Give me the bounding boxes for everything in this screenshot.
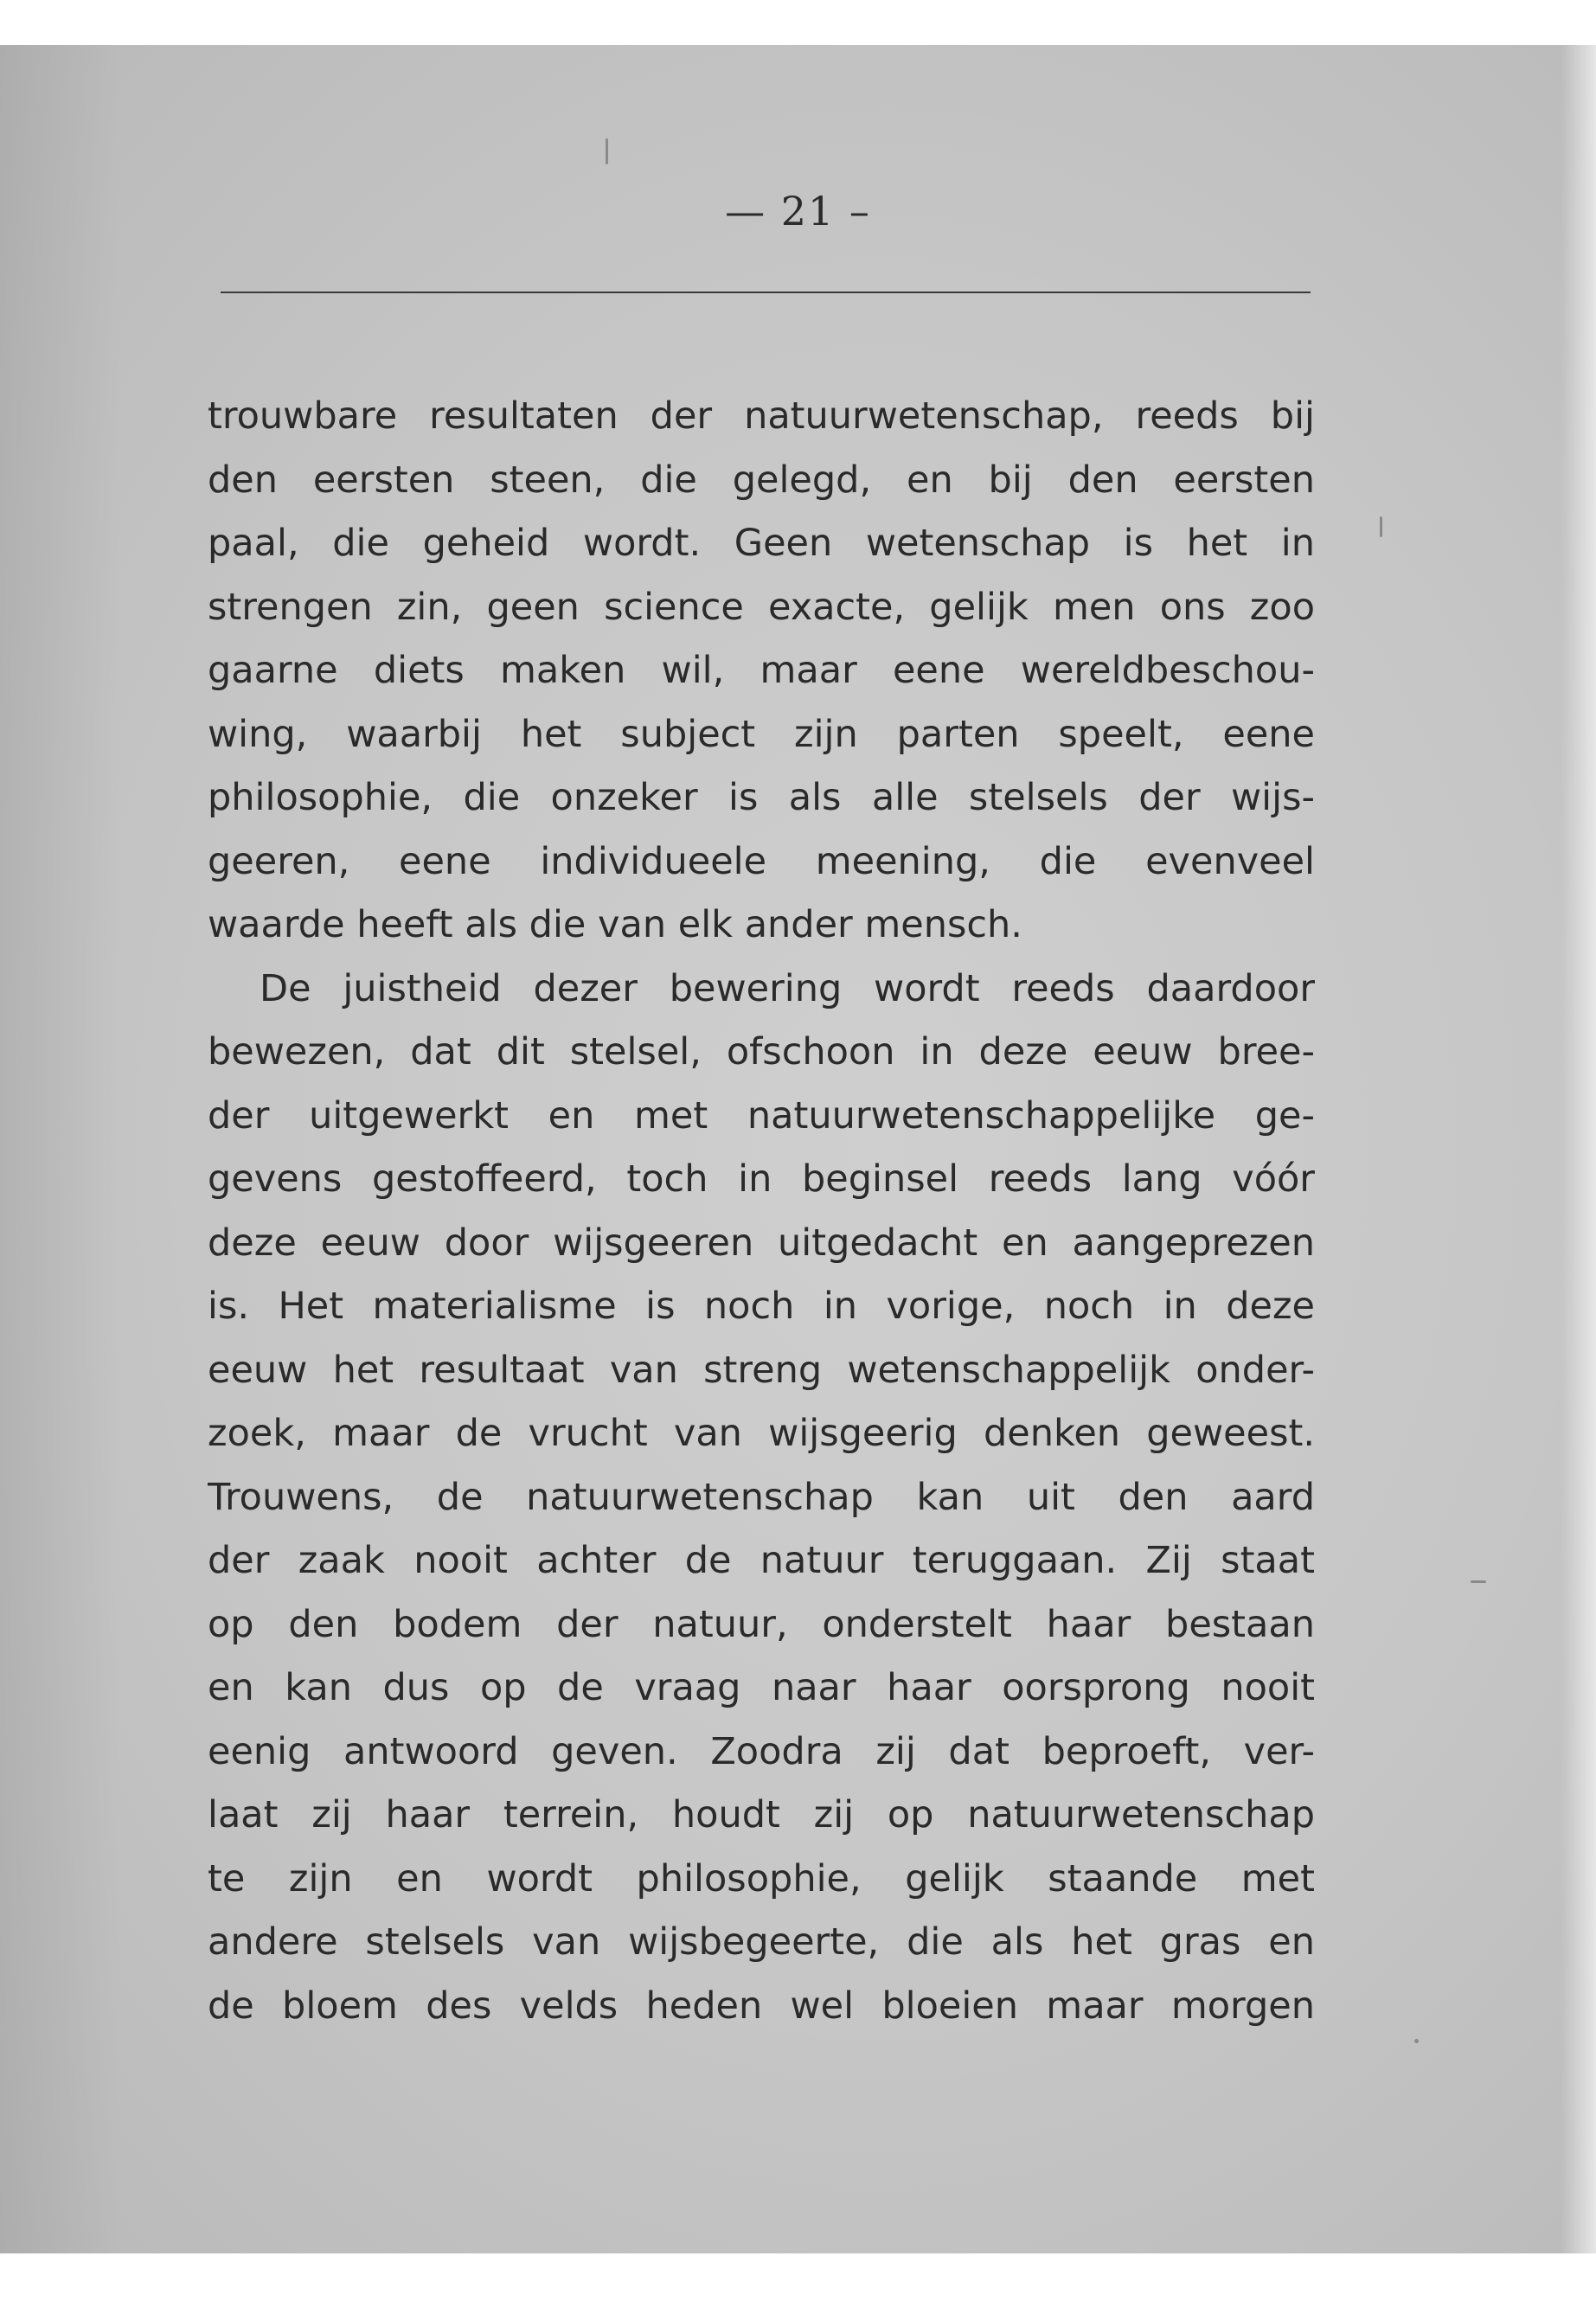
text-line: paal, die geheid wordt. Geen wetenschap is het in	[208, 522, 1315, 565]
paper-speck	[1380, 516, 1382, 537]
text-line: op den bodem der natuur, onderstelt haar bestaan	[208, 1602, 1315, 1646]
text-line: geeren, eene individueele meening, die evenveel	[208, 839, 1315, 883]
page-edge-highlight	[1561, 45, 1596, 2253]
page-edge-shadow	[0, 45, 121, 2253]
paper-speck	[1471, 1580, 1486, 1583]
text-line: gaarne diets maken wil, maar eene wereldbeschou-	[208, 649, 1315, 692]
text-line: strengen zin, geen science exacte, gelijk men ons zoo	[208, 585, 1315, 629]
text-line: wing, waarbij het subject zijn parten speelt, eene	[208, 712, 1315, 756]
paper-speck	[1414, 2039, 1419, 2043]
header-rule	[221, 292, 1311, 293]
text-line: laat zij haar terrein, houdt zij op natuurwetenschap	[208, 1793, 1315, 1836]
text-line: andere stelsels van wijsbegeerte, die als het gras en	[208, 1920, 1315, 1964]
text-line: te zijn en wordt philosophie, gelijk staande met	[208, 1856, 1315, 1900]
scanned-page	[0, 45, 1596, 2253]
text-line: zoek, maar de vrucht van wijsgeerig denken geweest.	[208, 1412, 1315, 1455]
text-line: philosophie, die onzeker is als alle stelsels der wijs-	[208, 776, 1315, 819]
text-line: der zaak nooit achter de natuur teruggaan. Zij staat	[208, 1539, 1315, 1582]
text-line: en kan dus op de vraag naar haar oorsprong nooit	[208, 1666, 1315, 1709]
text-line: trouwbare resultaten der natuurwetenschap, reeds bij	[208, 394, 1315, 438]
text-line: eeuw het resultaat van streng wetenschappelijk onder-	[208, 1348, 1315, 1392]
text-line: De juistheid dezer bewering wordt reeds daardoor	[260, 966, 1315, 1010]
text-line: Trouwens, de natuurwetenschap kan uit den aard	[208, 1475, 1315, 1519]
page-number: — 21 –	[725, 188, 871, 234]
body-text	[208, 385, 1315, 2038]
text-line: der uitgewerkt en met natuurwetenschappelijke ge-	[208, 1093, 1315, 1138]
text-line: bewezen, dat dit stelsel, ofschoon in deze eeuw bree-	[208, 1030, 1315, 1074]
text-line: den eersten steen, die gelegd, en bij den eersten	[208, 458, 1315, 502]
text-line: gevens gestoffeerd, toch in beginsel reeds lang vóór	[208, 1157, 1315, 1201]
text-line: eenig antwoord geven. Zoodra zij dat beproeft, ver-	[208, 1729, 1315, 1773]
text-line: waarde heeft als die van elk ander mensch.	[208, 903, 1022, 946]
text-line: deze eeuw door wijsgeeren uitgedacht en aangeprezen	[208, 1221, 1315, 1265]
text-line: de bloem des velds heden wel bloeien maar morgen	[208, 1984, 1315, 2028]
text-line: is. Het materialisme is noch in vorige, noch in deze	[208, 1285, 1315, 1328]
paper-speck	[606, 138, 608, 164]
